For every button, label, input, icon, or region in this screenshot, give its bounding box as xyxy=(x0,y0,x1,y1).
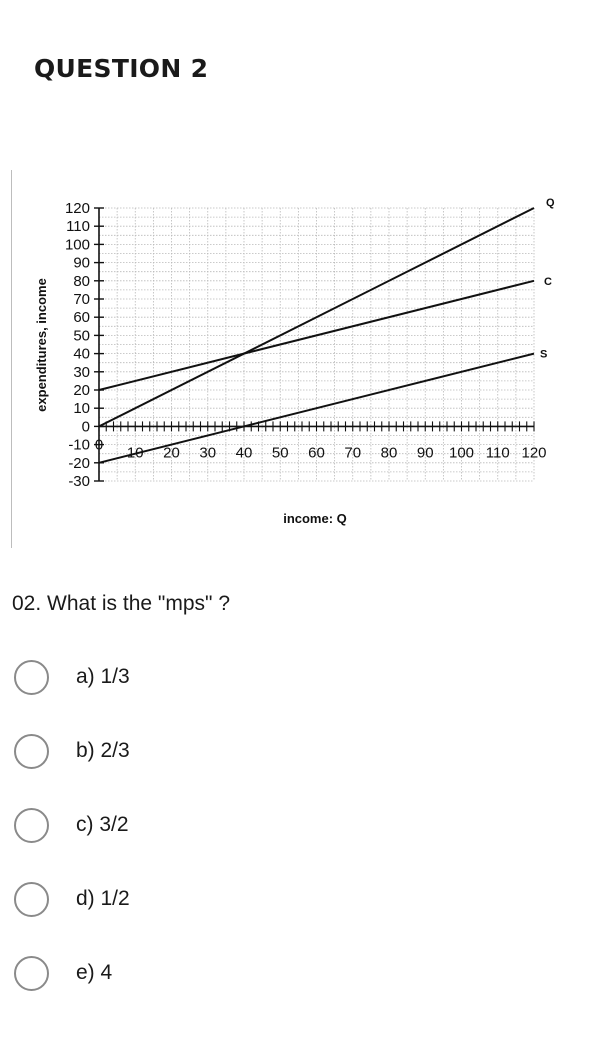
series-label-q: Q xyxy=(546,197,555,209)
series-label-s: S xyxy=(540,348,548,361)
x-tick-label: 120 xyxy=(521,444,547,462)
y-tick-label: 110 xyxy=(66,218,90,236)
option-e[interactable] xyxy=(14,953,314,993)
x-axis-label: income: Q xyxy=(283,511,347,526)
y-tick-label: 0 xyxy=(81,418,90,436)
y-tick-label: 60 xyxy=(73,309,90,327)
option-c[interactable] xyxy=(14,805,314,845)
radio-button-icon[interactable] xyxy=(14,734,49,769)
x-tick-label: 0 xyxy=(94,436,104,454)
y-tick-label: -20 xyxy=(68,454,90,472)
y-tick-label: 40 xyxy=(73,345,90,363)
y-axis-label: expenditures, income xyxy=(34,278,49,412)
option-d[interactable] xyxy=(14,879,314,919)
y-tick-label: -30 xyxy=(68,473,90,490)
y-tick-label: 10 xyxy=(73,400,90,418)
x-tick-label: 20 xyxy=(163,444,180,462)
x-tick-label: 90 xyxy=(416,444,434,462)
option-label: b) 2/3 xyxy=(76,739,130,762)
option-label: d) 1/2 xyxy=(76,887,130,910)
x-tick-label: 30 xyxy=(199,444,217,462)
x-tick-label: 40 xyxy=(235,444,253,462)
y-tick-label: 20 xyxy=(73,382,90,399)
y-tick-label: 90 xyxy=(73,254,90,272)
option-label: e) 4 xyxy=(76,961,113,984)
x-tick-label: 80 xyxy=(380,444,398,462)
y-tick-label: 30 xyxy=(73,363,90,381)
y-tick-label: -10 xyxy=(68,436,90,454)
option-label: c) 3/2 xyxy=(76,813,129,836)
question-prompt: 02. What is the "mps" ? xyxy=(12,592,230,615)
x-tick-label: 100 xyxy=(448,444,475,462)
question-title: QUESTION 2 xyxy=(34,54,209,83)
option-label: a) 1/3 xyxy=(76,665,130,688)
y-tick-label: 50 xyxy=(73,327,90,345)
x-tick-label: 50 xyxy=(271,444,289,462)
option-a[interactable] xyxy=(14,657,314,697)
option-b[interactable] xyxy=(14,731,314,771)
y-tick-label: 80 xyxy=(73,272,90,290)
radio-button-icon[interactable] xyxy=(14,808,49,843)
y-tick-label: 70 xyxy=(73,291,90,308)
y-tick-label: 100 xyxy=(64,236,90,254)
x-tick-label: 70 xyxy=(344,444,362,462)
radio-button-icon[interactable] xyxy=(14,660,49,695)
series-label-c: C xyxy=(544,275,552,288)
radio-button-icon[interactable] xyxy=(14,882,49,917)
y-tick-label: 120 xyxy=(64,200,90,217)
radio-button-icon[interactable] xyxy=(14,956,49,991)
x-tick-label: 10 xyxy=(126,444,144,462)
x-tick-label: 60 xyxy=(308,444,325,462)
x-tick-label: 110 xyxy=(485,444,510,462)
